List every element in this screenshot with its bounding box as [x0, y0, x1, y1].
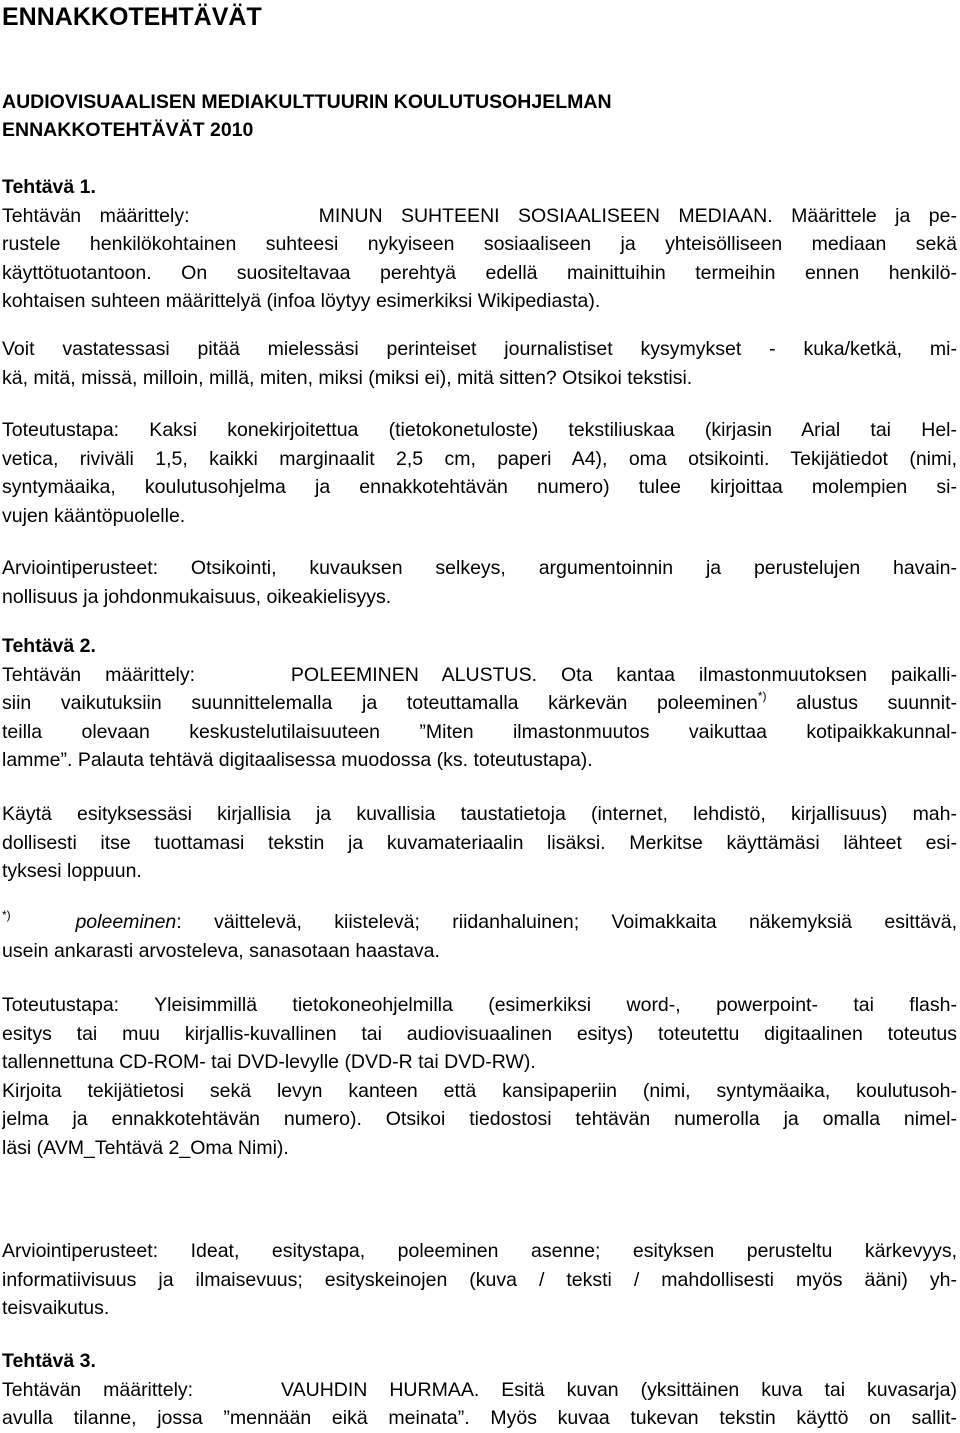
task2-text-line: [2, 689, 957, 718]
paragraph-line: syntymäaika, koulutusohjelma ja ennakkotehtävän numero) tulee kirjoittaa molempien si-: [2, 476, 957, 499]
paragraph-line: Kirjoita tekijätietosi sekä levyn kanteen että kansipaperiin (nimi, syntymäaika, koulutusoh-: [2, 1079, 957, 1102]
footnote-mark: *): [2, 908, 11, 922]
paragraph-line: Voit vastatessasi pitää mielessäsi perinteiset journalistiset kysymykset - kuka/ketkä, mi-: [2, 338, 957, 360]
task2-text-line: teilla olevaan keskustelutilaisuuteen ”Miten ilmastonmuutos vaikuttaa kotipaikkakunnal-: [2, 720, 957, 743]
task1-heading: Tehtävä 1.: [2, 176, 96, 198]
task1-questions-paragraph: [2, 335, 957, 392]
paragraph-line: Toteutustapa: Kaksi konekirjoitettua (tietokonetuloste) tekstiliuskaa (kirjasin Arial tai Hel-: [2, 419, 957, 441]
paragraph-line: jelma ja ennakkotehtävän numero). Otsikoi tiedostosi tehtävän numerolla ja omalla nimel-: [2, 1108, 957, 1131]
program-heading: [2, 88, 612, 144]
task2-implementation-paragraph: [2, 991, 957, 1163]
task1-section: [2, 173, 957, 316]
program-heading-line: ENNAKKOTEHTÄVÄT 2010: [2, 119, 254, 141]
footnote-text: : väittelevä, kiistelevä; riidanhaluinen; Voimakkaita näkemyksiä esittävä,: [176, 911, 957, 933]
definition-label: Tehtävän määrittely:: [2, 663, 196, 686]
paragraph-line: dollisesti itse tuottamasi tekstin ja kuvamateriaalin lisäksi. Merkitse käyttämäsi lähteet esi-: [2, 831, 957, 854]
task1-text-line: rustele henkilökohtainen suhteesi nykyiseen sosiaaliseen ja yhteisölliseen mediaan sekä: [2, 233, 957, 256]
task3-text: Esitä kuvan (yksittäinen kuva tai kuvasarja): [479, 1378, 957, 1401]
task1-criteria-paragraph: [2, 554, 957, 611]
task2-text: siin vaikutuksiin suunnittelemalla ja toteuttamalla kärkevän poleeminen: [2, 692, 758, 715]
definition-label: Tehtävän määrittely:: [2, 1378, 194, 1401]
task1-text-line: kohtaisen suhteen määrittelyä (infoa löytyy esimerkiksi Wikipediasta).: [2, 290, 601, 313]
document-title: ENNAKKOTEHTÄVÄT: [2, 3, 262, 31]
task3-definition-title: VAUHDIN HURMAA.: [281, 1378, 480, 1401]
task2-sources-paragraph: [2, 800, 957, 886]
task2-text: Ota kantaa ilmastonmuutoksen paikalli-: [537, 663, 957, 686]
task3-definition-line: [2, 1376, 957, 1405]
paragraph-line: tyksesi loppuun.: [2, 860, 142, 883]
task2-definition-line: [2, 661, 957, 690]
paragraph-line: vujen kääntöpuolelle.: [2, 504, 186, 527]
task2-criteria-paragraph: [2, 1237, 957, 1323]
paragraph-line: teisvaikutus.: [2, 1297, 110, 1320]
task2-definition-title: POLEEMINEN ALUSTUS.: [290, 663, 538, 686]
paragraph-line: kä, mitä, missä, milloin, millä, miten, miksi (miksi ei), mitä sitten? Otsikoi tekstisi.: [2, 366, 693, 389]
task1-definition-title: MINUN SUHTEENI SOSIAALISEEN MEDIAAN.: [318, 204, 773, 227]
task2-heading: Tehtävä 2.: [2, 635, 96, 657]
task1-implementation-paragraph: [2, 416, 957, 530]
task2-text-line: lamme”. Palauta tehtävä digitaalisessa muodossa (ks. toteutustapa).: [2, 749, 593, 772]
task1-text-line: käyttötuotantoon. On suositeltavaa perehtyä edellä mainittuihin termeihin ennen henkilö-: [2, 261, 957, 284]
paragraph-line: Arviointiperusteet: Ideat, esitystapa, poleeminen asenne; esityksen perusteltu kärkevyys,: [2, 1240, 957, 1262]
footnote-mark: *): [757, 689, 767, 704]
task1-text: Määrittele ja pe-: [772, 204, 957, 227]
task2-text: alustus suunnit-: [766, 692, 957, 715]
task2-section: [2, 632, 957, 775]
task1-definition-line: [2, 202, 957, 231]
footnote-line: usein ankarasti arvosteleva, sanasotaan haastava.: [2, 939, 440, 962]
definition-label: Tehtävän määrittely:: [2, 204, 190, 227]
paragraph-line: esitys tai muu kirjallis-kuvallinen tai audiovisuaalinen esitys) toteutettu digitaalinen toteutus: [2, 1022, 957, 1045]
program-heading-line: AUDIOVISUAALISEN MEDIAKULTTUURIN KOULUTUSOHJELMAN: [2, 91, 612, 113]
task3-section: [2, 1347, 957, 1433]
paragraph-line: Arviointiperusteet: Otsikointi, kuvauksen selkeys, argumentoinnin ja perustelujen havain-: [2, 557, 957, 579]
paragraph-line: Toteutustapa: Yleisimmillä tietokoneohjelmilla (esimerkiksi word-, powerpoint- tai flash-: [2, 994, 957, 1016]
paragraph-line: läsi (AVM_Tehtävä 2_Oma Nimi).: [2, 1136, 289, 1159]
paragraph-line: tallennettuna CD-ROM- tai DVD-levylle (DVD-R tai DVD-RW).: [2, 1051, 536, 1074]
task3-text-line: avulla tilanne, jossa ”mennään eikä meinata”. Myös kuvaa tukevan tekstin käyttö on sallit-: [2, 1407, 957, 1430]
task3-heading: Tehtävä 3.: [2, 1350, 96, 1372]
task2-footnote: [2, 908, 957, 965]
paragraph-line: vetica, riviväli 1,5, kaikki marginaalit 2,5 cm, paperi A4), oma otsikointi. Tekijätiedot (nimi,: [2, 447, 957, 470]
footnote-line: [2, 908, 957, 937]
paragraph-line: informatiivisuus ja ilmaisevuus; esityskeinojen (kuva / teksti / mahdollisesti myös ääni) yh-: [2, 1268, 957, 1291]
footnote-term: poleeminen: [75, 911, 177, 933]
paragraph-line: nollisuus ja johdonmukaisuus, oikeakielisyys.: [2, 585, 392, 608]
paragraph-line: Käytä esityksessäsi kirjallisia ja kuvallisia taustatietoja (internet, lehdistö, kirjallisuus) mah-: [2, 803, 957, 825]
